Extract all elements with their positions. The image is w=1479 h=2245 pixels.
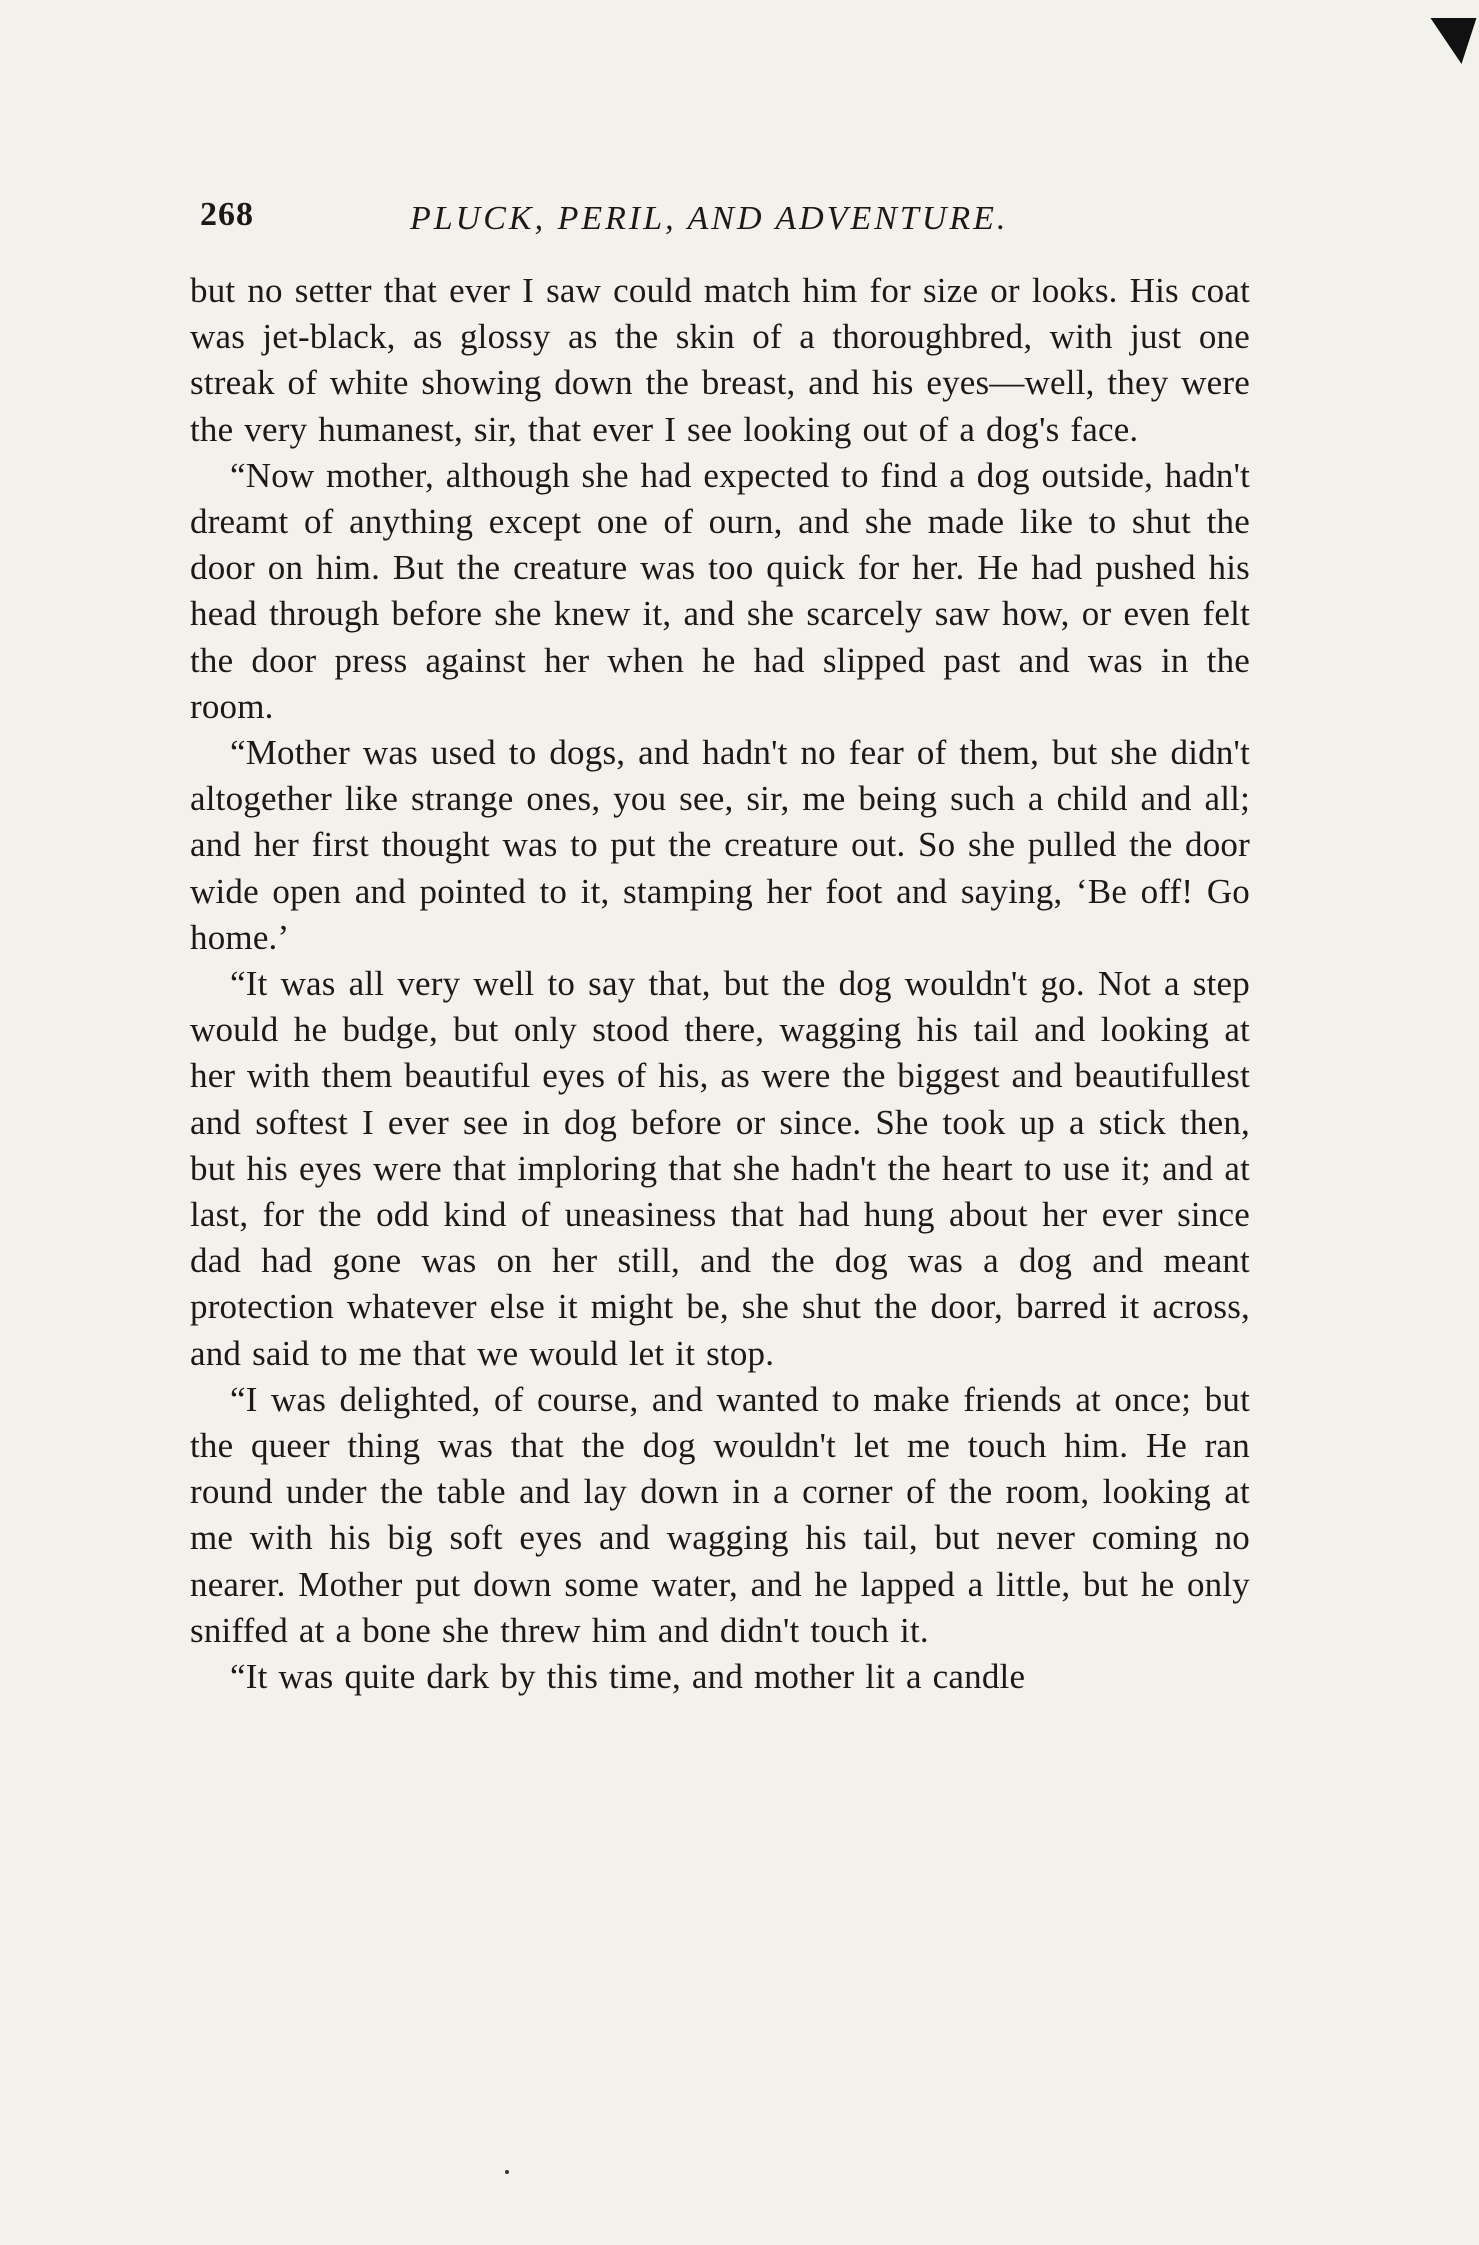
paragraph-4: “It was all very well to say that, but the dog wouldn't go. Not a step would he budge, but only stood there, wagging his tail and looking at her with them beautiful eyes of his, as were the biggest and beautifullest and softest I ever see in dog before or since. She took up a stick then, but his eyes were that imploring that she hadn't the heart to use it; and at last, for the odd kind of uneasiness that had hung about her ever since dad had gone was on her still, and the dog was a dog and meant protection whatever else it might be, she shut the door, barred it across, and said to me that we would let it stop.	[190, 964, 1250, 1373]
page-header	[200, 196, 1330, 246]
paragraph-2: “Now mother, although she had expected to find a dog outside, hadn't dreamt of anything except one of ourn, and she made like to shut the door on him. But the creature was too quick for her. He had pushed his head through before she knew it, and she scarcely saw how, or even felt the door press against her when he had slipped past and was in the room.	[190, 455, 1250, 726]
page-number: 268	[200, 196, 254, 233]
paragraph-3: “Mother was used to dogs, and hadn't no fear of them, but she didn't altogether like strange ones, you see, sir, me being such a child and all; and her first thought was to put the creature out. So she pulled the door wide open and pointed to it, stamping her foot and saying, ‘Be off! Go home.’	[190, 733, 1250, 957]
ink-speck	[505, 2170, 509, 2174]
paragraph-5: “I was delighted, of course, and wanted to make friends at once; but the queer thing was that the dog wouldn't let me touch him. He ran round under the table and lay down in a corner of the room, looking at me with his big soft eyes and wagging his tail, but never coming no nearer. Mother put down some water, and he lapped a little, but he only sniffed at a bone she threw him and didn't touch it.	[190, 1379, 1250, 1650]
paragraph-1: but no setter that ever I saw could match him for size or looks. His coat was jet-black, as glossy as the skin of a thoroughbred, with just one streak of white showing down the breast, and his eyes—well, they were the very humanest, sir, that ever I see looking out of a dog's face.	[190, 271, 1250, 449]
running-title: PLUCK, PERIL, AND ADVENTURE.	[410, 200, 1009, 237]
body-text	[190, 268, 1250, 1700]
paragraph-6: “It was quite dark by this time, and mother lit a candle	[230, 1657, 1026, 1697]
corner-arrow-icon	[1416, 18, 1477, 64]
